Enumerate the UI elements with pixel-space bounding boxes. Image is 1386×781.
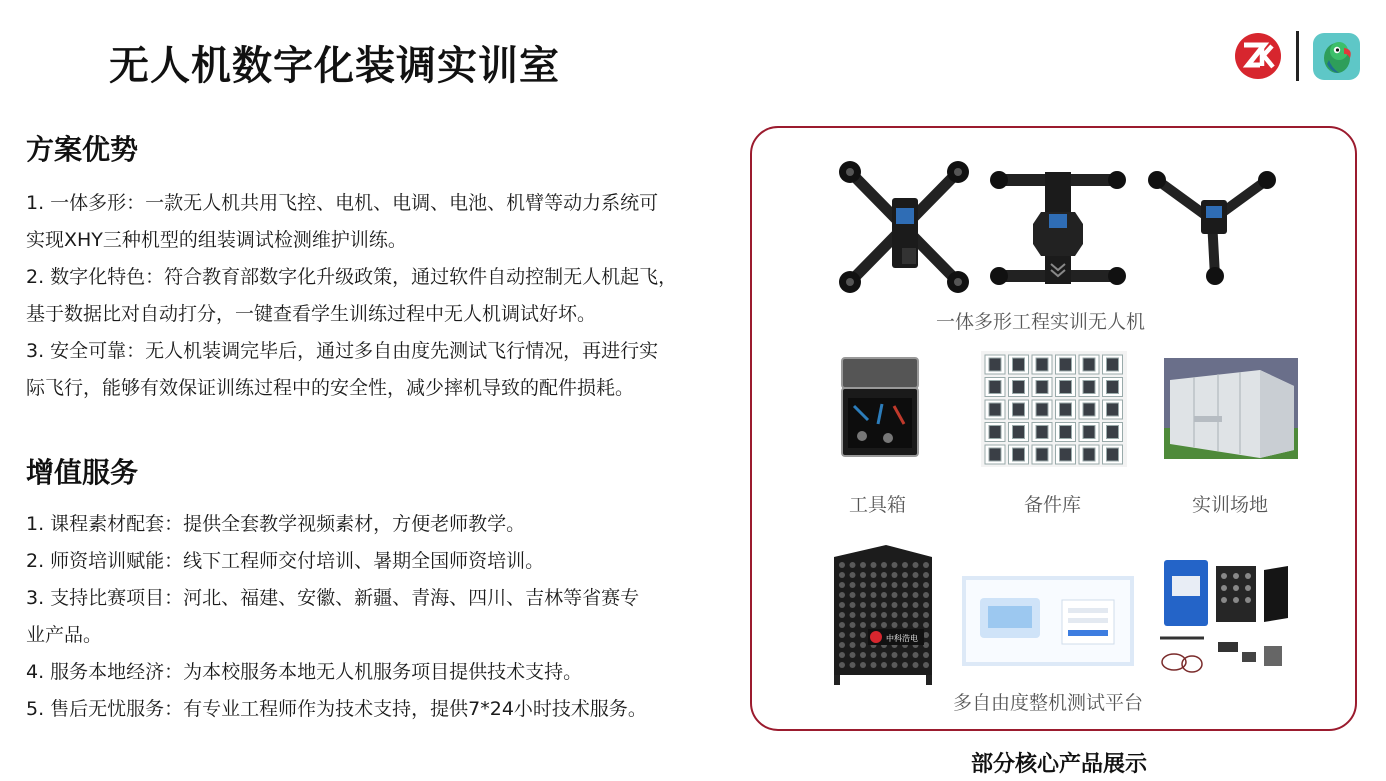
panel-caption: 部分核心产品展示 <box>971 752 1148 777</box>
advantage-line: 际飞行，能够有效保证训练过程中的安全性，减少摔机导致的配件损耗。 <box>26 377 635 399</box>
toolbox-caption: 工具箱 <box>849 494 907 516</box>
service-line: 4. 服务本地经济：为本校服务本地无人机服务项目提供技术支持。 <box>26 661 583 683</box>
advantage-line: 2. 数字化特色：符合教育部数字化升级政策，通过软件自动控制无人机起飞， <box>26 266 678 288</box>
advantages-text <box>26 185 726 407</box>
services-heading: 增值服务 <box>26 456 139 489</box>
advantage-line: 3. 安全可靠：无人机装调完毕后，通过多自由度先测试飞行情况，再进行实 <box>26 340 659 362</box>
advantage-line: 实现XHY三种机型的组装调试检测维护训练。 <box>26 229 407 251</box>
service-line: 5. 售后无忧服务：有专业工程师作为技术支持，提供7*24小时技术服务。 <box>26 698 647 720</box>
cabinet-brand-label: 中科浩电 <box>886 634 918 643</box>
parts-storage-image <box>981 351 1127 467</box>
advantages-heading: 方案优势 <box>26 133 139 166</box>
service-line: 业产品。 <box>26 624 103 646</box>
services-text <box>26 506 726 728</box>
training-field-image <box>1164 358 1298 459</box>
logo-divider <box>1296 31 1299 81</box>
header-logos <box>1234 31 1360 81</box>
field-caption: 实训场地 <box>1192 494 1269 516</box>
y-drone-image <box>1145 170 1279 288</box>
page-title: 无人机数字化装调实训室 <box>109 43 560 89</box>
advantage-line: 基于数据比对自动打分，一键查看学生训练过程中无人机调试好坏。 <box>26 303 597 325</box>
service-line: 3. 支持比赛项目：河北、福建、安徽、新疆、青海、四川、吉林等省赛专 <box>26 587 640 609</box>
h-drone-image <box>989 168 1127 288</box>
drone-caption: 一体多形工程实训无人机 <box>936 311 1146 333</box>
toolbox-image <box>838 354 922 460</box>
zk-logo-icon <box>1234 32 1282 80</box>
parrot-app-icon <box>1313 33 1360 80</box>
parts-caption: 备件库 <box>1024 494 1082 516</box>
platform-caption: 多自由度整机测试平台 <box>953 692 1144 714</box>
service-line: 2. 师资培训赋能：线下工程师交付培训、暑期全国师资培训。 <box>26 550 545 572</box>
battery-kit-image <box>1158 558 1292 682</box>
advantage-line: 1. 一体多形：一款无人机共用飞控、电机、电调、电池、机臂等动力系统可 <box>26 192 659 214</box>
software-screen-image <box>962 576 1134 666</box>
x-drone-image <box>836 158 972 296</box>
service-line: 1. 课程素材配套：提供全套教学视频素材，方便老师教学。 <box>26 513 526 535</box>
test-cabinet-image <box>826 545 936 685</box>
